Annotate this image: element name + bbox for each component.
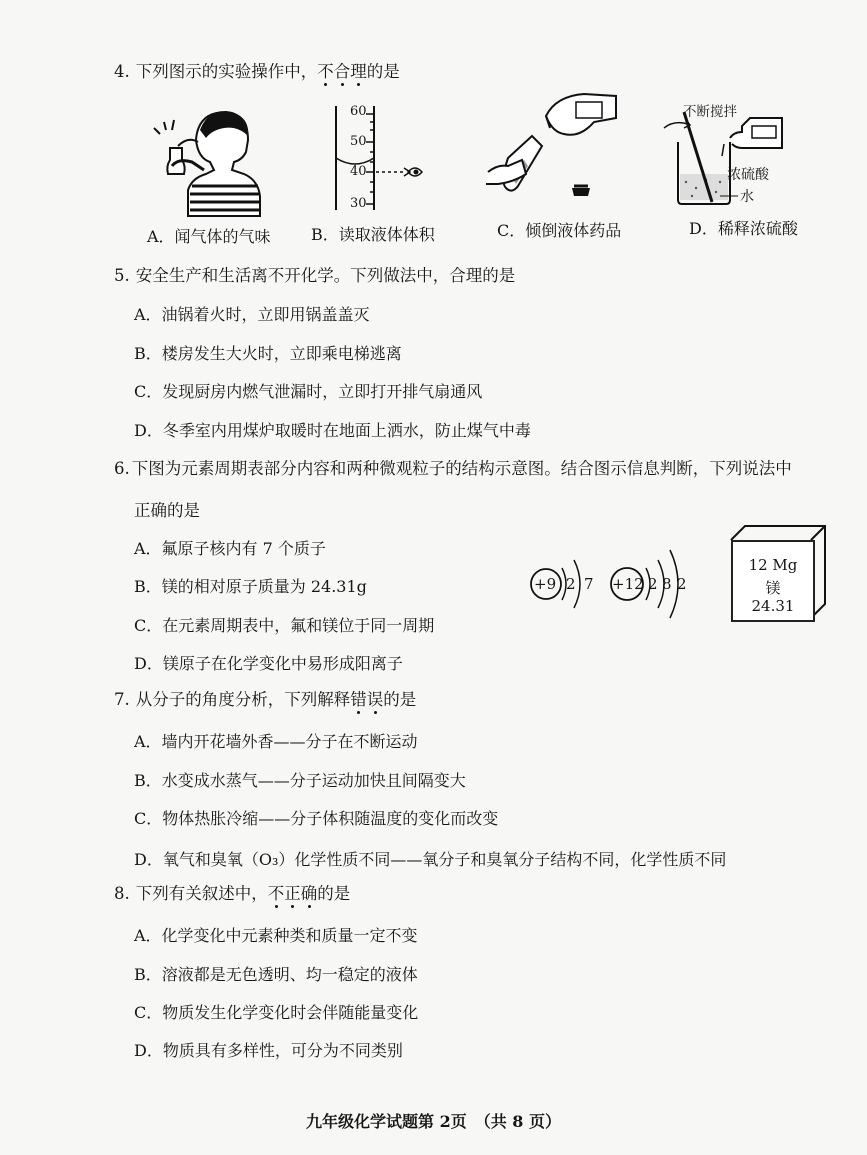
caption-a: A．闻气体的气味 (147, 227, 271, 246)
figure-d-diluting-acid (658, 108, 786, 208)
scale-label: 30 (350, 196, 367, 211)
fluorine-shell-1: 2 (566, 575, 576, 593)
caption-c: C．倾倒液体药品 (497, 221, 622, 240)
caption-b: B．读取液体体积 (311, 225, 435, 244)
q7-option-b: B．水变成水蒸气——分子运动加快且间隔变大 (134, 771, 466, 790)
element-mass: 24.31 (751, 597, 795, 615)
q7-stem: 7. 从分子的角度分析，下列解释错误的是 (114, 690, 417, 709)
element-number-symbol: 12 Mg (748, 556, 798, 574)
q8-stem: 8. 下列有关叙述中，不正确的是 (114, 884, 351, 903)
scale-label: 50 (350, 134, 367, 149)
magnesium-nucleus: +12 (612, 575, 644, 593)
q7-option-d: D．氧气和臭氧（O₃）化学性质不同——氧分子和臭氧分子结构不同，化学性质不同 (134, 850, 727, 869)
figure-b-graduated-cylinder (320, 100, 430, 212)
figure-a-smell-gas (148, 100, 266, 218)
q6-option-d: D．镁原子在化学变化中易形成阳离子 (134, 654, 403, 673)
stirring-label: 不断搅拌 (683, 104, 737, 120)
q5-option-b: B．楼房发生大火时，立即乘电梯逃离 (134, 344, 402, 363)
figure-c-pouring-liquid (484, 88, 620, 210)
page-footer: 九年级化学试题第 2页 （共 8 页） (306, 1112, 561, 1131)
q4-stem: 4. 下列图示的实验操作中，不合理的是 (114, 62, 400, 81)
q7-option-a: A．墙内开花墙外香——分子在不断运动 (134, 732, 418, 751)
q8-option-a: A．化学变化中元素种类和质量一定不变 (134, 926, 418, 945)
scale-label: 40 (350, 164, 367, 179)
q6-option-a: A．氟原子核内有 7 个质子 (134, 539, 326, 558)
acid-label: 浓硫酸 (727, 167, 769, 183)
q5-option-a: A．油锅着火时，立即用锅盖盖灭 (134, 305, 370, 324)
fluorine-nucleus: +9 (534, 575, 557, 593)
q8-option-b: B．溶液都是无色透明、均一稳定的液体 (134, 965, 418, 984)
water-label: 水 (740, 189, 754, 205)
q8-option-c: C．物质发生化学变化时会伴随能量变化 (134, 1003, 419, 1022)
q6-stem-line2: 正确的是 (134, 501, 200, 520)
q5-option-c: C．发现厨房内燃气泄漏时，立即打开排气扇通风 (134, 382, 483, 401)
scale-label: 60 (350, 104, 367, 119)
q6-stem: 6. 下图为元素周期表部分内容和两种微观粒子的结构示意图。结合图示信息判断，下列说法中 (114, 459, 792, 478)
q7-option-c: C．物体热胀冷缩——分子体积随温度的变化而改变 (134, 809, 499, 828)
element-name: 镁 (765, 579, 781, 597)
q6-option-c: C．在元素周期表中，氟和镁位于同一周期 (134, 616, 435, 635)
q5-option-d: D．冬季室内用煤炉取暖时在地面上洒水，防止煤气中毒 (134, 421, 531, 440)
magnesium-shell-1: 2 (648, 575, 658, 593)
magnesium-shell-3: 2 (677, 575, 687, 593)
periodic-table-tile (731, 540, 815, 622)
caption-d: D．稀释浓硫酸 (689, 219, 798, 238)
q6-option-b: B．镁的相对原子质量为 24.31g (134, 577, 367, 596)
q5-stem: 5. 安全生产和生活离不开化学。下列做法中，合理的是 (114, 266, 516, 285)
fluorine-shell-2: 7 (584, 575, 594, 593)
q8-option-d: D．物质具有多样性，可分为不同类别 (134, 1041, 403, 1060)
magnesium-shell-2: 8 (662, 575, 672, 593)
